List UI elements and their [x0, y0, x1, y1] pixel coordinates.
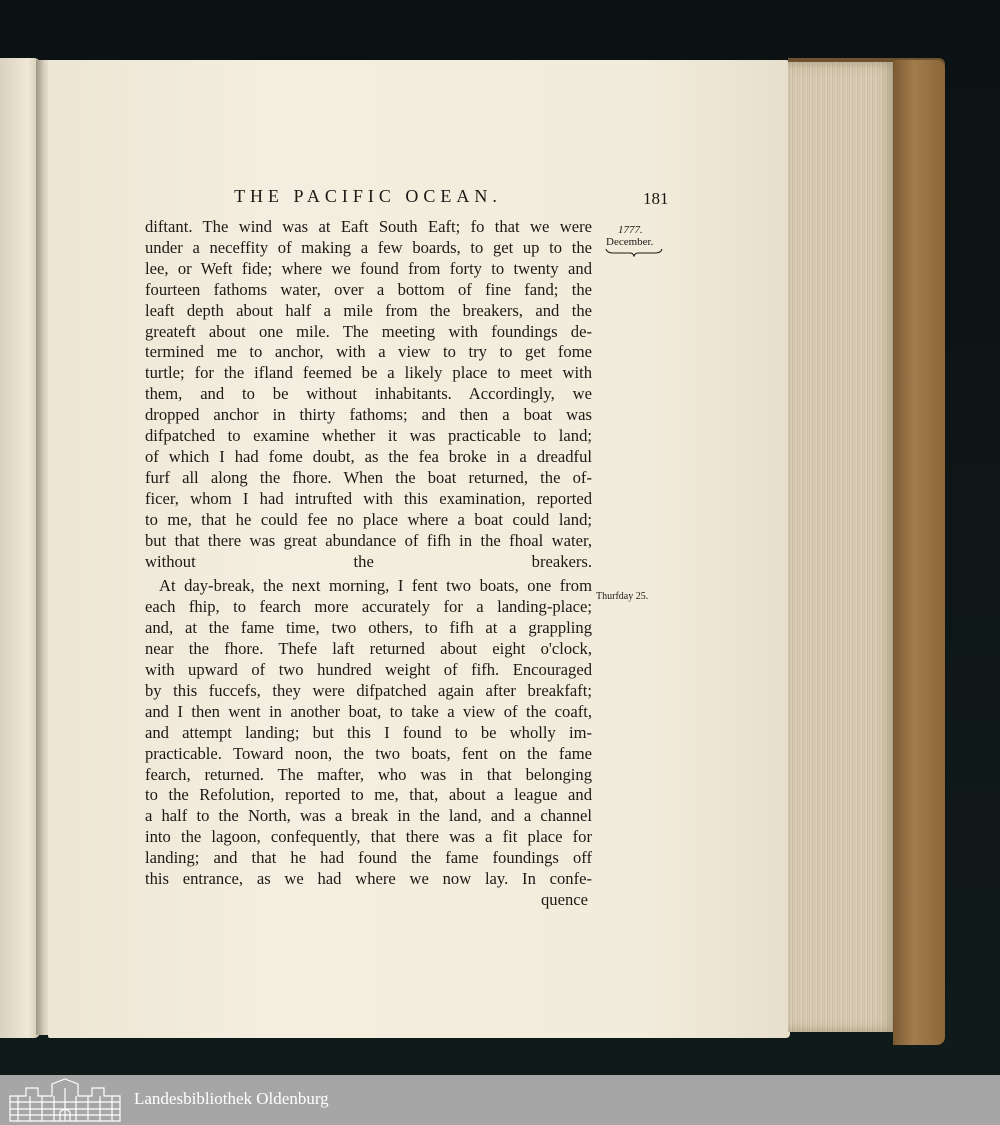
text-line: but that there was great abundance of fifh in the fhoal water,: [145, 530, 592, 550]
text-line: ficer, whom I had intrufted with this examination, reported: [145, 488, 592, 508]
text-line: termined me to anchor, with a view to try to get fome: [145, 342, 592, 362]
paragraph-2: [145, 576, 592, 890]
margin-note-day: Thurfday 25.: [596, 591, 649, 602]
text-line: this entrance, as we had where we now lay. In confe-: [145, 869, 592, 889]
text-line: difpatched to examine whether it was practicable to land;: [145, 426, 592, 446]
body-text: [145, 217, 592, 911]
text-line: without the breakers.: [145, 551, 592, 571]
text-line: At day-break, the next morning, I fent two boats, one from: [159, 576, 592, 596]
text-line: landing; and that he had found the fame foundings off: [145, 848, 592, 868]
text-line: of which I had fome doubt, as the fea broke in a dreadful: [145, 446, 592, 466]
running-head: THE PACIFIC OCEAN.: [234, 186, 502, 206]
text-line: greateft about one mile. The meeting with foundings de-: [145, 321, 592, 341]
text-line: turtle; for the ifland feemed be a likely place to meet with: [145, 363, 592, 383]
text-line: them, and to be without inhabitants. Accordingly, we: [145, 384, 592, 404]
margin-brace-icon: [605, 247, 663, 257]
library-building-logo-icon: [8, 1078, 122, 1122]
page-block-edges: [788, 62, 898, 1032]
text-line: to the Refolution, reported to me, that, about a league and: [145, 785, 592, 805]
page-number: 181: [643, 189, 669, 208]
catchword: quence: [541, 890, 588, 909]
text-line: each fhip, to fearch more accurately for a landing-place;: [145, 597, 592, 617]
text-line: with upward of two hundred weight of fifh. Encouraged: [145, 660, 592, 680]
text-line: practicable. Toward noon, the two boats, fent on the fame: [145, 743, 592, 763]
text-line: fourteen fathoms water, over a bottom of fine fand; the: [145, 279, 592, 299]
text-line: into the lagoon, confequently, that there was a fit place for: [145, 827, 592, 847]
text-line: a half to the North, was a break in the land, and a channel: [145, 806, 592, 826]
text-line: dropped anchor in thirty fathoms; and then a boat was: [145, 405, 592, 425]
facing-page-edge: [0, 58, 40, 1038]
text-line: lee, or Weft fide; where we found from forty to twenty and: [145, 258, 592, 278]
text-line: fearch, returned. The mafter, who was in that belonging: [145, 764, 592, 784]
leather-cover: [893, 60, 945, 1045]
footer-bar: [0, 1075, 1000, 1125]
paragraph-1: [145, 217, 592, 572]
text-line: and, at the fame time, two others, to fifh at a grappling: [145, 618, 592, 638]
text-line: to me, that he could fee no place where a boat could land;: [145, 509, 592, 529]
margin-note-year: 1777.: [618, 224, 643, 236]
text-line: by this fuccefs, they were difpatched again after breakfaft;: [145, 680, 592, 700]
text-line: furf all along the fhore. When the boat returned, the of-: [145, 467, 592, 487]
margin-note-month: December.: [606, 236, 654, 248]
text-line: and I then went in another boat, to take a view of the coaft,: [145, 701, 592, 721]
text-line: under a neceffity of making a few boards, to get up to the: [145, 237, 592, 257]
text-line: diftant. The wind was at Eaft South Eaft; fo that we were: [145, 217, 592, 236]
text-line: near the fhore. Thefe laft returned about eight o'clock,: [145, 639, 592, 659]
text-line: leaft depth about half a mile from the breakers, and the: [145, 300, 592, 320]
text-line: and attempt landing; but this I found to be wholly im-: [145, 722, 592, 742]
library-name: Landesbibliothek Oldenburg: [134, 1089, 329, 1108]
